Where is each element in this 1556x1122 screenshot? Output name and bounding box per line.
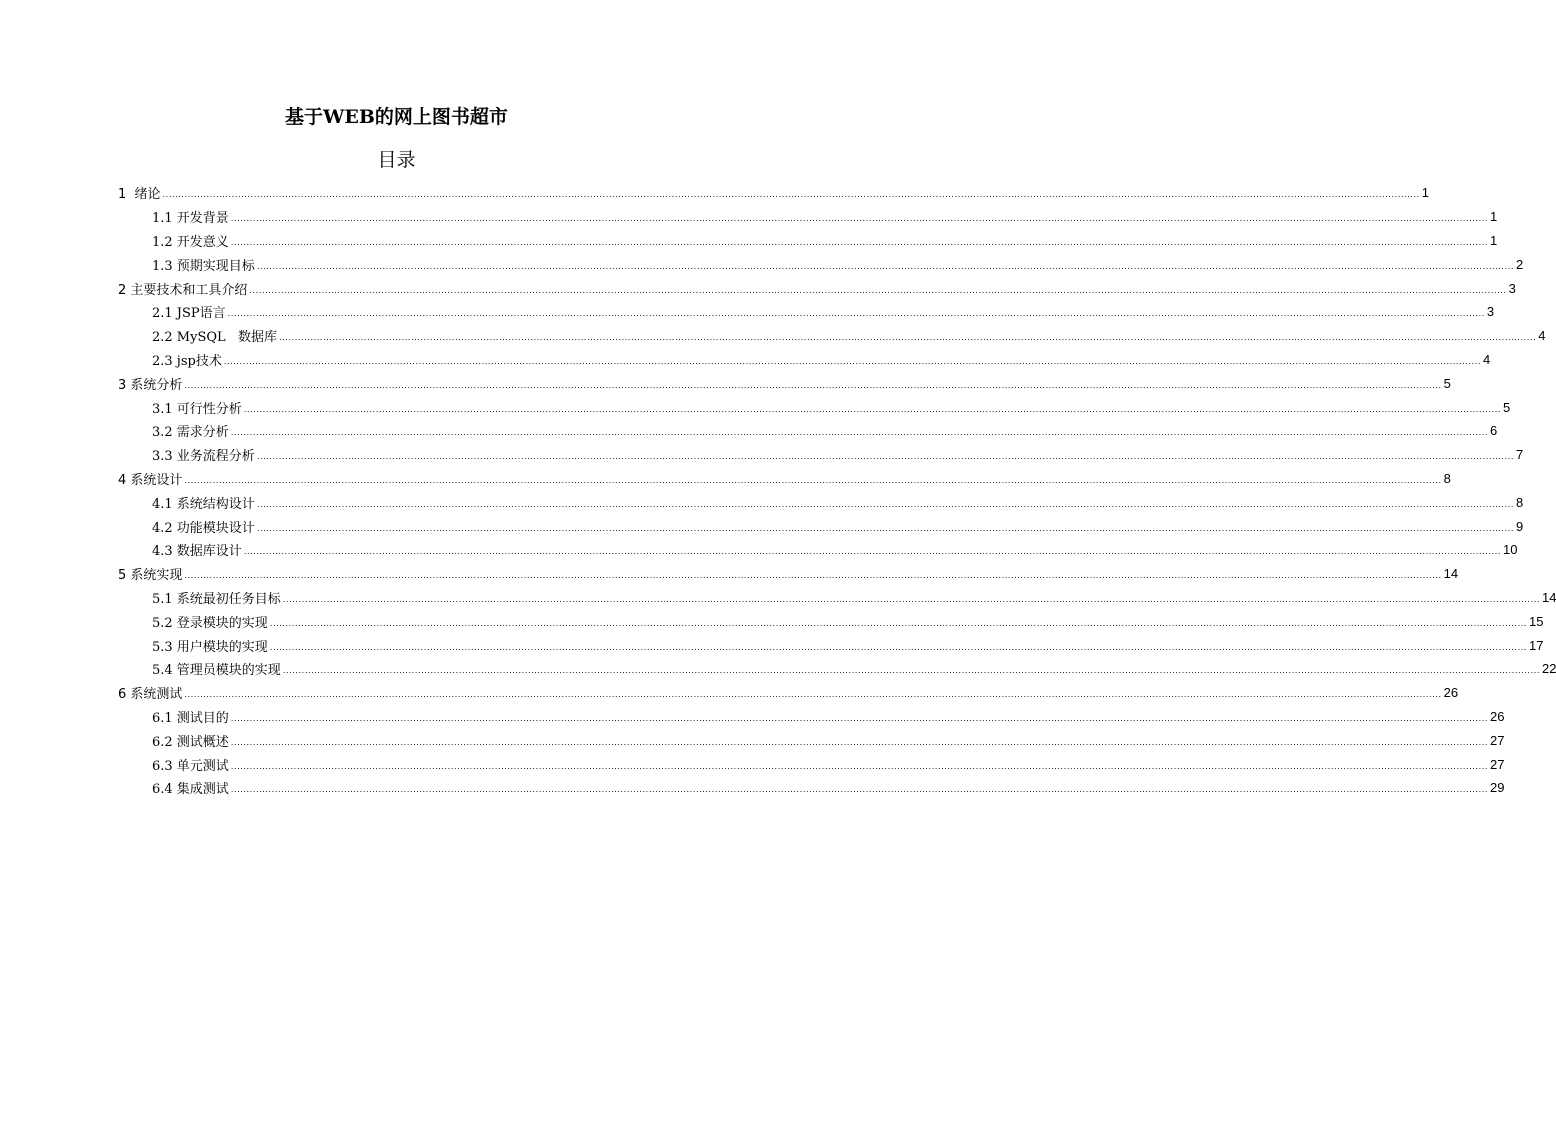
toc-entry-label: 5.3 用户模块的实现 [152,636,270,655]
toc-entry-label: 5 系统实现 [118,564,184,583]
toc-dot-leader: ................................................................................................................................................................................................................................................................................................................................................................................................................ [256,523,1514,533]
toc-chapter-entry[interactable] [118,181,1429,205]
toc-entry-label: 6.4 集成测试 [152,778,231,797]
toc-section-entry[interactable] [118,538,1518,562]
toc-section-entry[interactable] [118,514,1524,538]
toc-entry-page-number: 27 [1490,756,1505,772]
toc-entry-page-number: 1 [1490,209,1498,225]
toc-entry-label: 3.3 业务流程分析 [152,445,257,464]
toc-dot-leader: ................................................................................................................................................................................................................................................................................................................................................................................................................ [230,428,1488,438]
toc-entry-label: 1.1 开发背景 [152,207,231,226]
toc-section-entry[interactable] [118,300,1495,324]
toc-entry-label: 4.3 数据库设计 [152,540,244,559]
toc-section-entry[interactable] [118,633,1544,657]
toc-section-entry[interactable] [118,490,1524,514]
toc-entry-page-number: 8 [1516,494,1524,510]
toc-section-entry[interactable] [118,728,1505,752]
toc-dot-leader: ................................................................................................................................................................................................................................................................................................................................................................................................................ [256,499,1514,509]
toc-entry-label: 4 系统设计 [118,469,184,488]
toc-dot-leader: ................................................................................................................................................................................................................................................................................................................................................................................................................ [230,785,1488,795]
toc-entry-label: 6.2 测试概述 [152,731,231,750]
toc-entry-page-number: 4 [1483,351,1491,367]
toc-dot-leader: ................................................................................................................................................................................................................................................................................................................................................................................................................ [256,452,1514,462]
toc-entry-label: 3 系统分析 [118,374,184,393]
toc-entry-label: 1.2 开发意义 [152,231,231,250]
toc-dot-leader: ................................................................................................................................................................................................................................................................................................................................................................................................................ [230,761,1488,771]
toc-dot-leader: ................................................................................................................................................................................................................................................................................................................................................................................................................ [269,642,1527,652]
toc-section-entry[interactable] [118,776,1505,800]
toc-section-entry[interactable] [118,324,1546,348]
toc-chapter-entry[interactable] [118,681,1459,705]
toc-dot-leader: ................................................................................................................................................................................................................................................................................................................................................................................................................ [230,237,1488,247]
toc-entry-page-number: 14 [1542,589,1556,605]
toc-entry-label: 3.2 需求分析 [152,421,231,440]
toc-dot-leader: ................................................................................................................................................................................................................................................................................................................................................................................................................ [184,475,1442,485]
toc-entry-page-number: 15 [1529,613,1544,629]
document-title: 基于WEB的网上图书超市 [285,106,508,128]
toc-section-entry[interactable] [118,419,1498,443]
toc-section-entry[interactable] [118,205,1498,229]
toc-entry-label: 5.4 管理员模块的实现 [152,659,283,678]
toc-section-entry[interactable] [118,348,1491,372]
toc-heading: 目录 [377,149,416,171]
toc-entry-page-number: 3 [1486,304,1495,320]
toc-section-entry[interactable] [118,657,1556,681]
toc-chapter-entry[interactable] [118,371,1451,395]
toc-entry-page-number: 1 [1421,185,1429,201]
toc-entry-page-number: 7 [1516,447,1524,463]
toc-entry-label: 2 主要技术和工具介绍 [118,279,249,298]
toc-dot-leader: ................................................................................................................................................................................................................................................................................................................................................................................................................ [243,404,1501,414]
toc-entry-page-number: 10 [1503,542,1518,558]
toc-dot-leader: ................................................................................................................................................................................................................................................................................................................................................................................................................ [256,261,1514,271]
toc-entry-page-number: 17 [1529,637,1544,653]
toc-entry-label: 5.2 登录模块的实现 [152,612,270,631]
toc-dot-leader: ................................................................................................................................................................................................................................................................................................................................................................................................................ [279,333,1537,343]
toc-entry-page-number: 9 [1516,518,1524,534]
toc-dot-leader: ................................................................................................................................................................................................................................................................................................................................................................................................................ [243,547,1501,557]
toc-dot-leader: ................................................................................................................................................................................................................................................................................................................................................................................................................ [230,214,1488,224]
toc-section-entry[interactable] [118,586,1556,610]
toc-chapter-entry[interactable] [118,562,1459,586]
toc-entry-label: 4.1 系统结构设计 [152,493,257,512]
toc-entry-label: 2.1 JSP语言 [152,302,228,321]
toc-dot-leader: ................................................................................................................................................................................................................................................................................................................................................................................................................ [230,713,1488,723]
toc-dot-leader: ................................................................................................................................................................................................................................................................................................................................................................................................................ [230,737,1488,747]
toc-entry-label: 4.2 功能模块设计 [152,517,257,536]
toc-dot-leader: ................................................................................................................................................................................................................................................................................................................................................................................................................ [269,618,1527,628]
toc-entry-label: 1 绪论 [118,183,163,202]
toc-entry-page-number: 5 [1503,399,1511,415]
toc-entry-label: 5.1 系统最初任务目标 [152,588,283,607]
toc-chapter-entry[interactable] [118,276,1516,300]
toc-section-entry[interactable] [118,395,1511,419]
toc-dot-leader: ................................................................................................................................................................................................................................................................................................................................................................................................................ [223,356,1482,366]
toc-entry-page-number: 29 [1490,780,1505,796]
toc-entry-page-number: 26 [1443,685,1459,701]
toc-entry-page-number: 27 [1490,732,1505,748]
toc-dot-leader: ................................................................................................................................................................................................................................................................................................................................................................................................................ [184,690,1442,700]
toc-dot-leader: ................................................................................................................................................................................................................................................................................................................................................................................................................ [282,666,1540,676]
toc-entry-page-number: 14 [1443,566,1459,582]
toc-section-entry[interactable] [118,229,1498,253]
toc-entry-page-number: 2 [1516,256,1524,272]
toc-section-entry[interactable] [118,752,1505,776]
toc-dot-leader: ................................................................................................................................................................................................................................................................................................................................................................................................................ [184,571,1442,581]
toc-entry-page-number: 1 [1490,232,1498,248]
toc-entry-label: 3.1 可行性分析 [152,398,244,417]
toc-entry-label: 1.3 预期实现目标 [152,255,257,274]
toc-entry-page-number: 5 [1443,375,1451,391]
toc-dot-leader: ................................................................................................................................................................................................................................................................................................................................................................................................................ [249,285,1507,295]
toc-entry-label: 6.3 单元测试 [152,755,231,774]
toc-entry-page-number: 8 [1443,470,1451,486]
toc-entry-page-number: 3 [1508,280,1516,296]
toc-chapter-entry[interactable] [118,467,1451,491]
toc-section-entry[interactable] [118,705,1505,729]
toc-entry-page-number: 26 [1490,708,1505,724]
toc-section-entry[interactable] [118,443,1524,467]
table-of-contents [118,181,1556,800]
toc-dot-leader: ................................................................................................................................................................................................................................................................................................................................................................................................................ [227,309,1485,319]
toc-dot-leader: ................................................................................................................................................................................................................................................................................................................................................................................................................ [184,380,1442,390]
toc-entry-page-number: 22 [1542,661,1556,677]
toc-entry-label: 2.3 jsp技术 [152,350,224,369]
toc-entry-page-number: 4 [1538,328,1546,344]
toc-entry-label: 6.1 测试目的 [152,707,231,726]
toc-entry-label: 2.2 MySQL 数据库 [152,326,279,345]
toc-section-entry[interactable] [118,609,1544,633]
toc-entry-label: 6 系统测试 [118,683,184,702]
toc-section-entry[interactable] [118,252,1524,276]
toc-dot-leader: ................................................................................................................................................................................................................................................................................................................................................................................................................ [162,190,1420,200]
toc-entry-page-number: 6 [1490,423,1498,439]
toc-dot-leader: ................................................................................................................................................................................................................................................................................................................................................................................................................ [282,594,1540,604]
